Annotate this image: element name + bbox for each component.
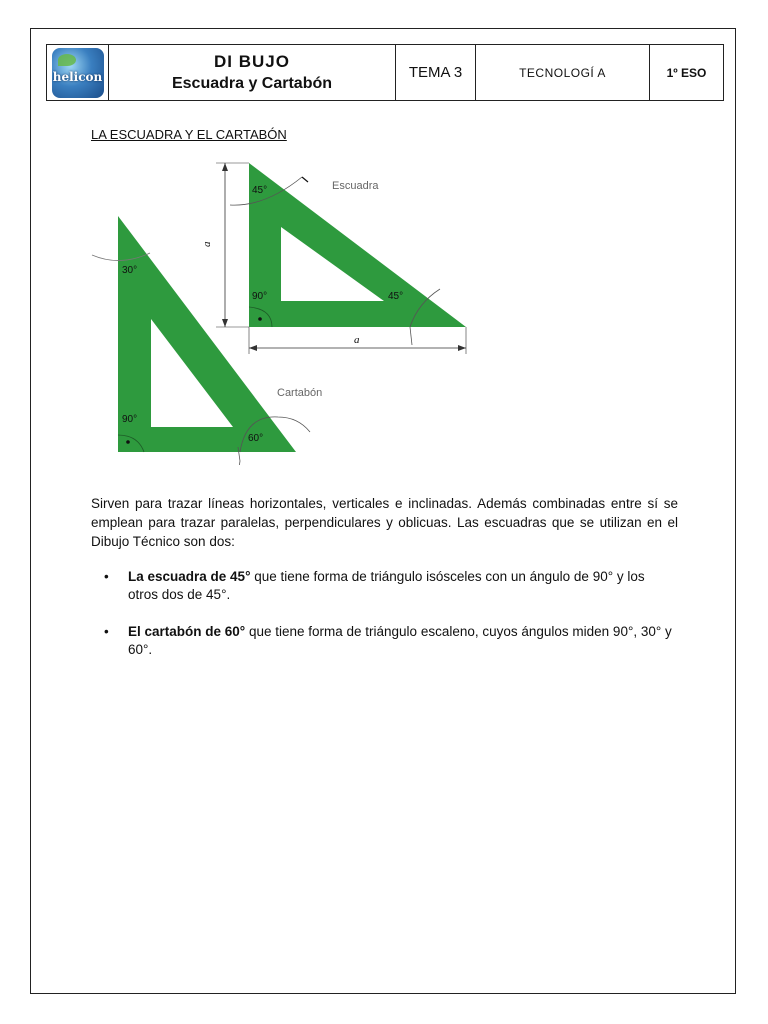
dimension-horizontal-label: a <box>354 334 360 346</box>
cartabon-triangle <box>92 216 322 465</box>
escuadra-label: Escuadra <box>332 180 379 192</box>
bullet-bold: La escuadra de 45° <box>128 569 251 584</box>
intro-paragraph: Sirven para trazar líneas horizontales, verticales e inclinadas. Además combinadas entre sí se emplean para trazar paralelas, perpendiculares y oblicuas. Las escuadras que se utilizan en el Dibujo Técnico son dos: <box>91 496 678 549</box>
triangles-figure <box>80 155 480 465</box>
leaf-icon <box>58 54 76 66</box>
document-header <box>46 44 724 101</box>
bullet-list <box>91 568 678 678</box>
cartabon-angle-right: 90° <box>122 414 138 425</box>
escuadra-angle-right-angle: 90° <box>252 291 268 302</box>
cartabon-angle-top: 30° <box>122 265 138 276</box>
list-item <box>91 623 678 659</box>
list-item <box>91 568 678 604</box>
level-label: 1º ESO <box>666 65 707 80</box>
escuadra-triangle <box>201 163 466 354</box>
escuadra-angle-top: 45° <box>252 185 268 196</box>
helicon-logo <box>52 48 104 98</box>
dimension-vertical-label: a <box>201 241 213 247</box>
header-title: DI BUJO <box>214 52 290 71</box>
logo-cell <box>47 45 109 100</box>
section-title: LA ESCUADRA Y EL CARTABÓN <box>91 127 287 142</box>
cartabon-label: Cartabón <box>277 387 323 399</box>
cartabon-angle-bottom: 60° <box>248 433 264 444</box>
bullet-text: que tiene forma de triángulo escaleno, cuyos ángulos miden 90°, 30° y 60°. <box>128 624 672 657</box>
subject-label: TECNOLOGÍ A <box>476 45 650 100</box>
cartabon-90-dot <box>126 440 130 444</box>
bullet-text: que tiene forma de triángulo isósceles con un ángulo de 90° y los otros dos de 45°. <box>128 569 645 602</box>
escuadra-90-dot <box>258 317 262 321</box>
tema-label: TEMA 3 <box>396 45 476 100</box>
title-cell <box>109 45 396 100</box>
logo-text: helicon <box>52 69 103 84</box>
bullet-bold: El cartabón de 60° <box>128 624 246 639</box>
bullet-icon: • <box>104 624 109 639</box>
header-subtitle: Escuadra y Cartabón <box>171 75 333 92</box>
escuadra-angle-right: 45° <box>388 291 404 302</box>
bullet-icon: • <box>104 569 109 584</box>
